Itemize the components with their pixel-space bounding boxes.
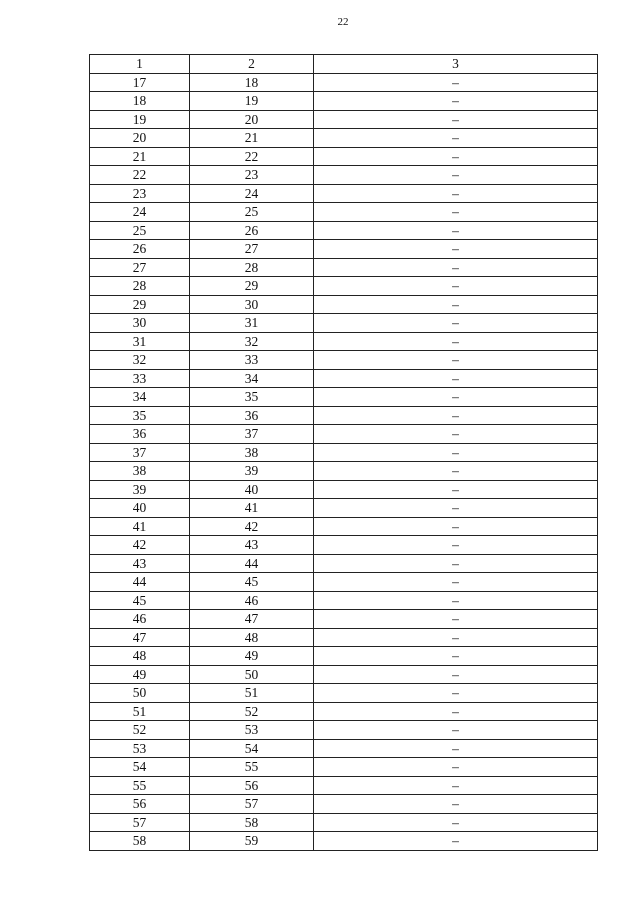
table-cell-col-1: 49: [90, 665, 190, 684]
table-row: [90, 240, 598, 259]
table-cell-col-3: –: [314, 591, 598, 610]
table-header-row: [90, 55, 598, 74]
table-cell-col-3: –: [314, 795, 598, 814]
table-cell-col-3: –: [314, 406, 598, 425]
table-row: [90, 628, 598, 647]
table-cell-col-1: 56: [90, 795, 190, 814]
table-row: [90, 110, 598, 129]
table-cell-col-1: 18: [90, 92, 190, 111]
table-cell-col-2: 55: [190, 758, 314, 777]
table-row: [90, 813, 598, 832]
table-row: [90, 443, 598, 462]
table-row: [90, 758, 598, 777]
table-cell-col-2: 46: [190, 591, 314, 610]
table-row: [90, 73, 598, 92]
table-cell-col-2: 42: [190, 517, 314, 536]
table-row: [90, 129, 598, 148]
table-row: [90, 499, 598, 518]
table-cell-col-2: 18: [190, 73, 314, 92]
table-cell-col-1: 39: [90, 480, 190, 499]
table-cell-col-2: 57: [190, 795, 314, 814]
table-cell-col-3: –: [314, 665, 598, 684]
table-cell-col-1: 23: [90, 184, 190, 203]
table-cell-col-3: –: [314, 369, 598, 388]
table-cell-col-2: 51: [190, 684, 314, 703]
table-cell-col-2: 45: [190, 573, 314, 592]
table-cell-col-3: –: [314, 462, 598, 481]
table-cell-col-3: –: [314, 295, 598, 314]
table-cell-col-2: 30: [190, 295, 314, 314]
table-cell-col-1: 29: [90, 295, 190, 314]
table-row: [90, 147, 598, 166]
table-cell-col-1: 48: [90, 647, 190, 666]
table-cell-col-3: –: [314, 147, 598, 166]
table-cell-col-1: 27: [90, 258, 190, 277]
table-cell-col-2: 27: [190, 240, 314, 259]
table-cell-col-2: 37: [190, 425, 314, 444]
table-cell-col-2: 54: [190, 739, 314, 758]
table-cell-col-1: 26: [90, 240, 190, 259]
table-cell-col-3: –: [314, 240, 598, 259]
table-cell-col-1: 22: [90, 166, 190, 185]
table-cell-col-2: 53: [190, 721, 314, 740]
table-cell-col-3: –: [314, 610, 598, 629]
table-row: [90, 388, 598, 407]
table-cell-col-1: 51: [90, 702, 190, 721]
table-cell-col-3: –: [314, 110, 598, 129]
table-cell-col-2: 26: [190, 221, 314, 240]
table-row: [90, 610, 598, 629]
table-row: [90, 184, 598, 203]
table-cell-col-1: 24: [90, 203, 190, 222]
table-row: [90, 314, 598, 333]
table-cell-col-2: 59: [190, 832, 314, 851]
table-cell-col-1: 52: [90, 721, 190, 740]
table-cell-col-1: 54: [90, 758, 190, 777]
table-cell-col-2: 58: [190, 813, 314, 832]
table-cell-col-3: –: [314, 499, 598, 518]
table-cell-col-3: –: [314, 166, 598, 185]
table-cell-col-3: –: [314, 92, 598, 111]
table-row: [90, 462, 598, 481]
table-cell-col-1: 28: [90, 277, 190, 296]
table-cell-col-3: –: [314, 702, 598, 721]
table-cell-col-3: –: [314, 739, 598, 758]
table-row: [90, 647, 598, 666]
table-cell-col-1: 20: [90, 129, 190, 148]
table-row: [90, 92, 598, 111]
table-cell-col-3: –: [314, 203, 598, 222]
data-table: [89, 54, 598, 851]
table-cell-col-2: 28: [190, 258, 314, 277]
table-cell-col-1: 34: [90, 388, 190, 407]
table-header: [90, 55, 598, 74]
table-row: [90, 591, 598, 610]
table-cell-col-2: 22: [190, 147, 314, 166]
table-row: [90, 721, 598, 740]
table-row: [90, 406, 598, 425]
table-row: [90, 573, 598, 592]
table-body: [90, 73, 598, 850]
table-cell-col-3: –: [314, 73, 598, 92]
table-row: [90, 203, 598, 222]
table-row: [90, 776, 598, 795]
table-cell-col-2: 39: [190, 462, 314, 481]
table-cell-col-3: –: [314, 721, 598, 740]
table-row: [90, 166, 598, 185]
table-cell-col-1: 43: [90, 554, 190, 573]
table-cell-col-2: 40: [190, 480, 314, 499]
table-cell-col-1: 17: [90, 73, 190, 92]
table-row: [90, 258, 598, 277]
table-cell-col-3: –: [314, 758, 598, 777]
column-header-1: 1: [90, 55, 190, 74]
table-cell-col-2: 38: [190, 443, 314, 462]
table-cell-col-1: 57: [90, 813, 190, 832]
table-cell-col-2: 47: [190, 610, 314, 629]
table-cell-col-2: 24: [190, 184, 314, 203]
table-cell-col-2: 31: [190, 314, 314, 333]
table-cell-col-1: 25: [90, 221, 190, 240]
table-cell-col-1: 38: [90, 462, 190, 481]
table-cell-col-2: 32: [190, 332, 314, 351]
table-cell-col-1: 58: [90, 832, 190, 851]
table-cell-col-3: –: [314, 536, 598, 555]
table-cell-col-1: 44: [90, 573, 190, 592]
table-row: [90, 295, 598, 314]
table-cell-col-3: –: [314, 443, 598, 462]
table-row: [90, 517, 598, 536]
table-row: [90, 702, 598, 721]
table-cell-col-3: –: [314, 425, 598, 444]
table-row: [90, 554, 598, 573]
table-cell-col-3: –: [314, 184, 598, 203]
table-cell-col-2: 36: [190, 406, 314, 425]
table-cell-col-1: 45: [90, 591, 190, 610]
table-cell-col-3: –: [314, 832, 598, 851]
table-cell-col-1: 41: [90, 517, 190, 536]
table-cell-col-2: 34: [190, 369, 314, 388]
table-cell-col-1: 37: [90, 443, 190, 462]
table-cell-col-3: –: [314, 684, 598, 703]
table-cell-col-3: –: [314, 813, 598, 832]
table-cell-col-1: 30: [90, 314, 190, 333]
table-row: [90, 332, 598, 351]
table-cell-col-3: –: [314, 647, 598, 666]
column-header-2: 2: [190, 55, 314, 74]
table-cell-col-1: 31: [90, 332, 190, 351]
table-cell-col-2: 21: [190, 129, 314, 148]
table-cell-col-1: 50: [90, 684, 190, 703]
table-cell-col-2: 52: [190, 702, 314, 721]
table-cell-col-3: –: [314, 314, 598, 333]
table-row: [90, 665, 598, 684]
table-cell-col-1: 33: [90, 369, 190, 388]
table-row: [90, 739, 598, 758]
table-row: [90, 795, 598, 814]
table-cell-col-1: 46: [90, 610, 190, 629]
table-cell-col-2: 23: [190, 166, 314, 185]
table-cell-col-3: –: [314, 129, 598, 148]
table-cell-col-3: –: [314, 332, 598, 351]
table-cell-col-3: –: [314, 517, 598, 536]
table-row: [90, 351, 598, 370]
table-cell-col-2: 25: [190, 203, 314, 222]
table-cell-col-2: 29: [190, 277, 314, 296]
table-cell-col-3: –: [314, 554, 598, 573]
page-number: 22: [337, 16, 349, 28]
table-cell-col-1: 55: [90, 776, 190, 795]
table-cell-col-3: –: [314, 258, 598, 277]
table-cell-col-1: 35: [90, 406, 190, 425]
table-cell-col-1: 42: [90, 536, 190, 555]
table-cell-col-2: 33: [190, 351, 314, 370]
table-row: [90, 480, 598, 499]
table-cell-col-3: –: [314, 388, 598, 407]
table-cell-col-2: 43: [190, 536, 314, 555]
table-cell-col-2: 56: [190, 776, 314, 795]
table-cell-col-2: 49: [190, 647, 314, 666]
table-cell-col-3: –: [314, 351, 598, 370]
table-cell-col-1: 36: [90, 425, 190, 444]
table-cell-col-2: 41: [190, 499, 314, 518]
table-row: [90, 832, 598, 851]
table-cell-col-1: 19: [90, 110, 190, 129]
table-cell-col-2: 19: [190, 92, 314, 111]
table-row: [90, 221, 598, 240]
table-cell-col-3: –: [314, 573, 598, 592]
table-cell-col-1: 21: [90, 147, 190, 166]
table-cell-col-3: –: [314, 277, 598, 296]
table-row: [90, 536, 598, 555]
table-cell-col-1: 53: [90, 739, 190, 758]
table-cell-col-2: 35: [190, 388, 314, 407]
table-cell-col-1: 32: [90, 351, 190, 370]
table-cell-col-3: –: [314, 480, 598, 499]
table-cell-col-1: 47: [90, 628, 190, 647]
column-header-3: 3: [314, 55, 598, 74]
table-row: [90, 277, 598, 296]
table-row: [90, 425, 598, 444]
table-row: [90, 684, 598, 703]
table-cell-col-3: –: [314, 628, 598, 647]
table-cell-col-2: 48: [190, 628, 314, 647]
table-cell-col-2: 44: [190, 554, 314, 573]
table-cell-col-2: 50: [190, 665, 314, 684]
table-cell-col-1: 40: [90, 499, 190, 518]
table-cell-col-3: –: [314, 221, 598, 240]
table-cell-col-3: –: [314, 776, 598, 795]
table-cell-col-2: 20: [190, 110, 314, 129]
table-row: [90, 369, 598, 388]
